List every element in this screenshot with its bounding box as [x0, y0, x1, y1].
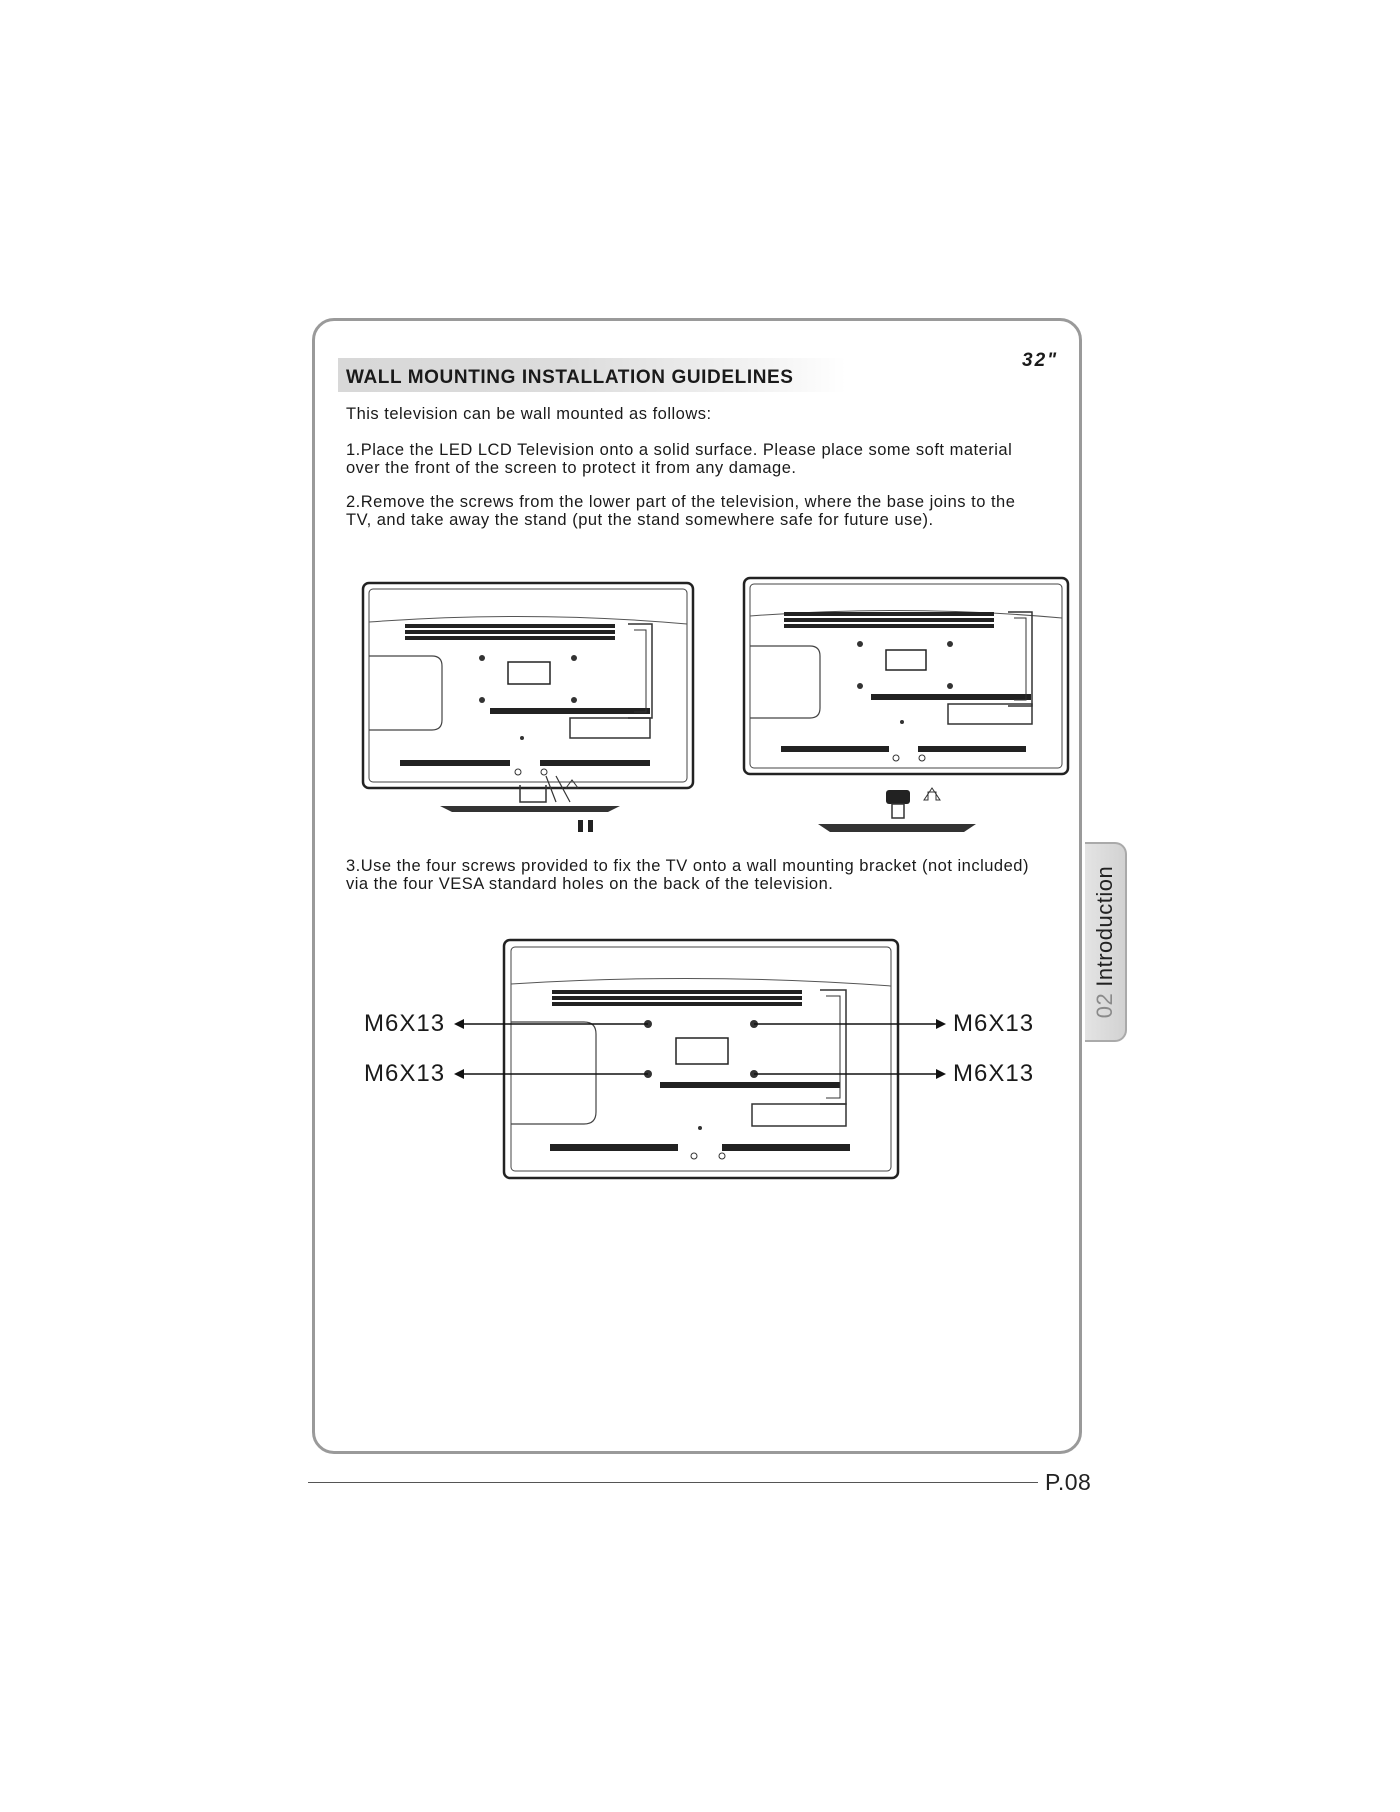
section-number: 02 [1092, 992, 1117, 1019]
step-3-line-2: via the four VESA standard holes on the back of the television. [346, 875, 834, 893]
step-3-line-1: 3.Use the four screws provided to fix the TV onto a wall mounting bracket (not included) [346, 857, 1029, 875]
screw-label-bottom-right: M6X13 [953, 1060, 1035, 1087]
model-size-label: 32" [1022, 350, 1059, 371]
intro-text: This television can be wall mounted as follows: [346, 405, 712, 423]
page-title: WALL MOUNTING INSTALLATION GUIDELINES [346, 367, 794, 388]
tv-back-with-stand-diagram [360, 580, 700, 840]
screw-label-top-right: M6X13 [953, 1010, 1035, 1037]
step-1-line-1: 1.Place the LED LCD Television onto a solid surface. Please place some soft material [346, 441, 1013, 459]
tv-back-stand-removed-diagram [736, 572, 1076, 842]
screw-label-bottom-left: M6X13 [364, 1060, 446, 1087]
screw-arrows [440, 1000, 960, 1090]
step-2-line-1: 2.Remove the screws from the lower part of the television, where the base joins to the [346, 493, 1016, 511]
section-label: Introduction [1092, 865, 1117, 987]
step-1-line-2: over the front of the screen to protect it from any damage. [346, 459, 797, 477]
screw-label-top-left: M6X13 [364, 1010, 446, 1037]
page-number: P.08 [1045, 1469, 1092, 1495]
step-2-line-2: TV, and take away the stand (put the stand somewhere safe for future use). [346, 511, 934, 529]
section-tab [1085, 842, 1127, 1042]
footer-rule [308, 1482, 1038, 1483]
